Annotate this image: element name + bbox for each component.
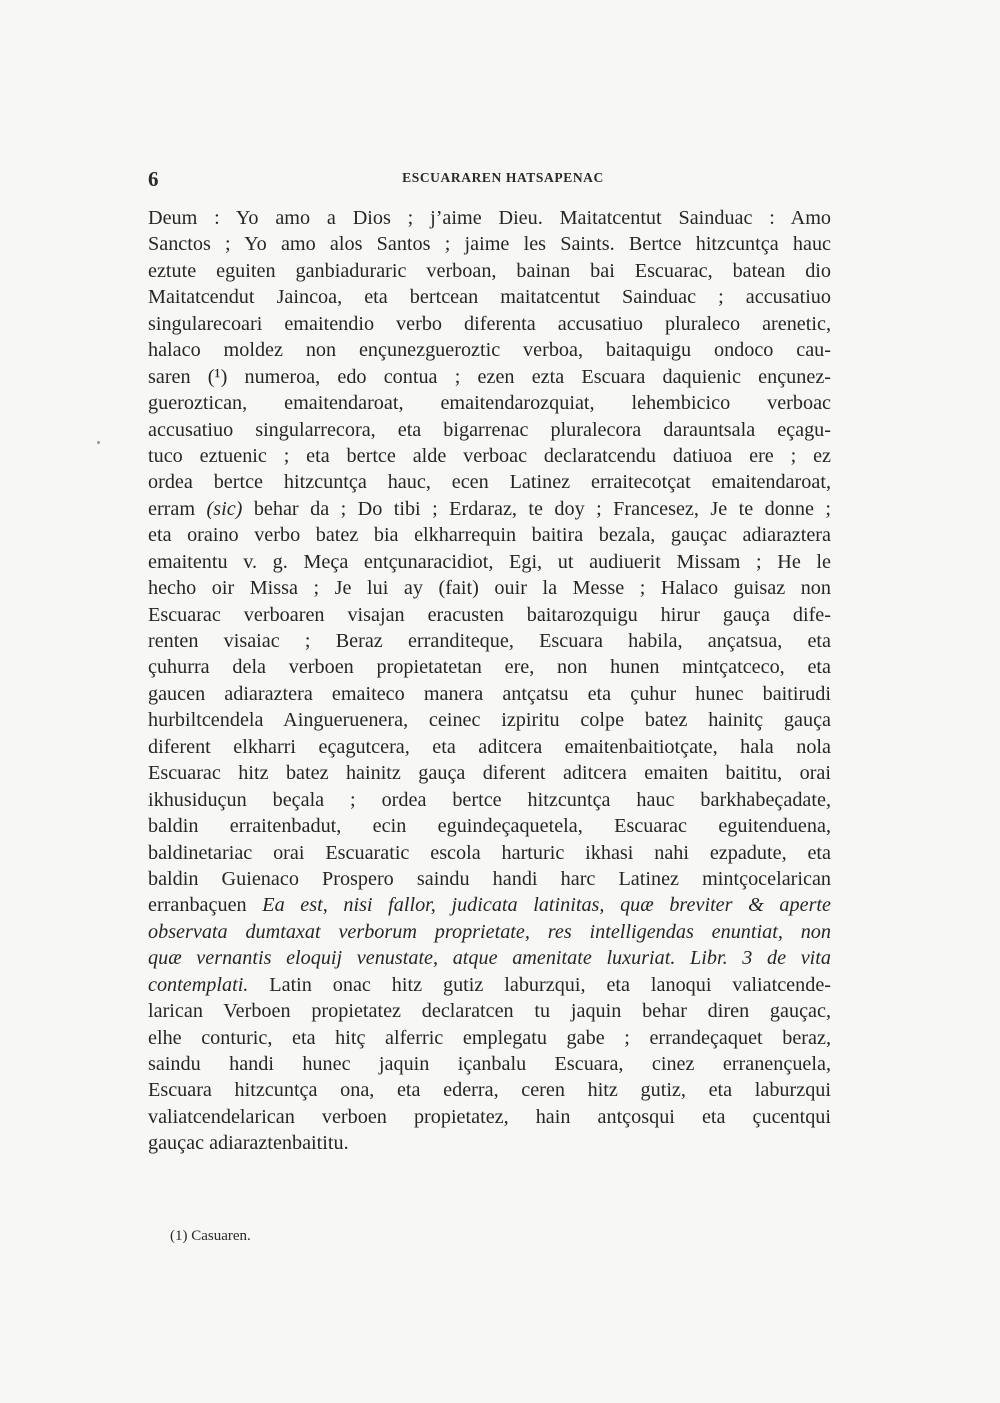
text-line — [148, 390, 831, 416]
text-line — [148, 602, 831, 628]
text-line — [148, 892, 831, 918]
text-segment: elhe conturic, eta hitç alferric emplegatu gabe ; errandeçaquet beraz, — [148, 1026, 831, 1049]
text-segment: singularecoari emaitendio verbo diferenta accusatiuo pluraleco arenetic, — [148, 312, 831, 335]
text-line — [148, 549, 831, 575]
italic-segment: quæ vernantis eloquij venustate, atque amenitate luxuriat. Libr. 3 de vita — [148, 947, 831, 970]
text-segment: baldinetariac orai Escuaratic escola harturic ikhasi nahi ezpadute, eta — [148, 841, 831, 864]
italic-segment: contemplati. — [148, 973, 249, 996]
text-segment: saren (¹) numeroa, edo contua ; ezen ezta Escuara daquienic ençunez- — [148, 365, 831, 388]
text-segment: baldin Guienaco Prospero saindu handi harc Latinez mintçocelarican — [148, 867, 831, 890]
page-number: 6 — [148, 167, 159, 191]
text-line — [148, 707, 831, 733]
text-segment: ikhusiduçun beçala ; ordea bertce hitzcuntça hauc barkhabeçadate, — [148, 788, 831, 811]
text-segment: accusatiuo singularrecora, eta bigarrenac pluralecora darauntsala eçagu- — [148, 418, 831, 441]
text-segment: larican Verboen propietatez declaratcen tu jaquin behar diren gauçac, — [148, 1000, 831, 1023]
text-segment: erranbaçuen — [148, 894, 263, 917]
italic-segment: (sic) — [206, 497, 243, 520]
text-line — [148, 231, 831, 257]
text-segment: tuco eztuenic ; eta bertce alde verboac declaratcendu datiuoa ere ; ez — [148, 444, 831, 467]
text-line — [148, 998, 831, 1024]
body-paragraph — [148, 205, 831, 1157]
text-segment: Sanctos ; Yo amo alos Santos ; jaime les Saints. Bertce hitzcuntça hauc — [148, 233, 831, 256]
text-line — [148, 1077, 831, 1103]
text-line — [148, 813, 831, 839]
italic-segment: observata dumtaxat verborum proprietate, res intelligendas enuntiat, non — [148, 920, 831, 943]
text-segment: eztute eguiten ganbiaduraric verboan, bainan bai Escuarac, batean dio — [148, 259, 831, 282]
text-segment: gaucen adiaraztera emaiteco manera antçatsu eta çuhur hunec baitirudi — [148, 682, 831, 705]
text-segment: gauçac adiaraztenbaititu. — [148, 1132, 349, 1155]
text-segment: hurbiltcendela Aingueruenera, ceinec izpiritu colpe batez hainitç gauça — [148, 709, 831, 732]
text-segment: erram — [148, 497, 207, 520]
text-line — [148, 311, 831, 337]
text-line — [148, 866, 831, 892]
text-line — [148, 1051, 831, 1077]
text-line — [148, 205, 831, 231]
text-segment: eta oraino verbo batez bia elkharrequin baitira bezala, gauçac adiaraztera — [148, 524, 831, 547]
text-segment: baldin erraitenbadut, ecin eguindeçaquetela, Escuarac eguitenduena, — [148, 815, 831, 838]
text-segment: Maitatcendut Jaincoa, eta bertcean maitatcentut Sainduac ; accusatiuo — [148, 286, 831, 309]
ink-speck — [97, 441, 100, 444]
text-segment: hecho oir Missa ; Je lui ay (fait) ouir la Messe ; Halaco guisaz non — [148, 577, 831, 600]
running-title: ESCUARAREN HATSAPENAC — [402, 170, 604, 185]
text-line — [148, 681, 831, 707]
text-line — [148, 575, 831, 601]
text-line — [148, 919, 831, 945]
text-segment: saindu handi hunec jaquin içanbalu Escuara, cinez erranençuela, — [148, 1053, 831, 1075]
text-line — [148, 496, 831, 522]
text-line — [148, 734, 831, 760]
text-segment: Latin onac hitz gutiz laburzqui, eta lanoqui valiatcende- — [248, 973, 831, 996]
text-line — [148, 364, 831, 390]
text-segment: ordea bertce hitzcuntça hauc, ecen Latinez erraitecotçat emaitendaroat, — [148, 471, 831, 494]
text-segment: emaitentu v. g. Meça entçunaracidiot, Egi, ut audiuerit Missam ; He le — [148, 550, 831, 573]
text-segment: Escuarac hitz batez hainitz gauça diferent aditcera emaiten baititu, orai — [148, 762, 831, 785]
text-line — [148, 972, 831, 998]
italic-segment: Ea est, nisi fallor, judicata latinitas, quæ breviter & aperte — [262, 894, 832, 917]
text-line — [148, 760, 831, 786]
text-line — [148, 258, 831, 284]
text-line — [148, 417, 831, 443]
text-segment: diferent elkharri eçagutcera, eta aditcera emaitenbaitiotçate, hala nola — [148, 735, 831, 758]
text-line — [148, 337, 831, 363]
text-segment: behar da ; Do tibi ; Erdaraz, te doy ; Francesez, Je te donne ; — [242, 497, 831, 520]
text-line — [148, 654, 831, 680]
text-line — [148, 1025, 831, 1051]
text-line — [148, 840, 831, 866]
text-line — [148, 1104, 831, 1130]
text-segment: gueroztican, emaitendaroat, emaitendarozquiat, lehembicico verboac — [148, 392, 831, 415]
text-segment: Escuarac verboaren visajan eracusten baitarozquigu hirur gauça dife- — [148, 603, 831, 626]
text-line — [148, 443, 831, 469]
text-segment: halaco moldez non ençunezgueroztic verboa, baitaquigu ondoco cau- — [148, 339, 831, 362]
text-segment: Deum : Yo amo a Dios ; j’aime Dieu. Maitatcentut Sainduac : Amo — [148, 207, 831, 229]
text-line — [148, 945, 831, 971]
page-header — [148, 167, 858, 193]
text-segment: renten visaiac ; Beraz erranditeque, Escuara habila, ançatsua, eta — [148, 630, 831, 652]
text-line — [148, 284, 831, 310]
footnote: (1) Casuaren. — [170, 1228, 251, 1244]
text-segment: valiatcendelarican verboen propietatez, hain antçosqui eta çucentqui — [148, 1105, 831, 1128]
text-line — [148, 628, 831, 654]
text-segment: Escuara hitzcuntça ona, eta ederra, ceren hitz gutiz, eta laburzqui — [148, 1079, 831, 1102]
text-line — [148, 522, 831, 548]
text-line — [148, 1130, 831, 1156]
text-line — [148, 469, 831, 495]
text-line — [148, 787, 831, 813]
text-segment: çuhurra dela verboen propietatetan ere, non hunen mintçatceco, eta — [148, 656, 831, 679]
